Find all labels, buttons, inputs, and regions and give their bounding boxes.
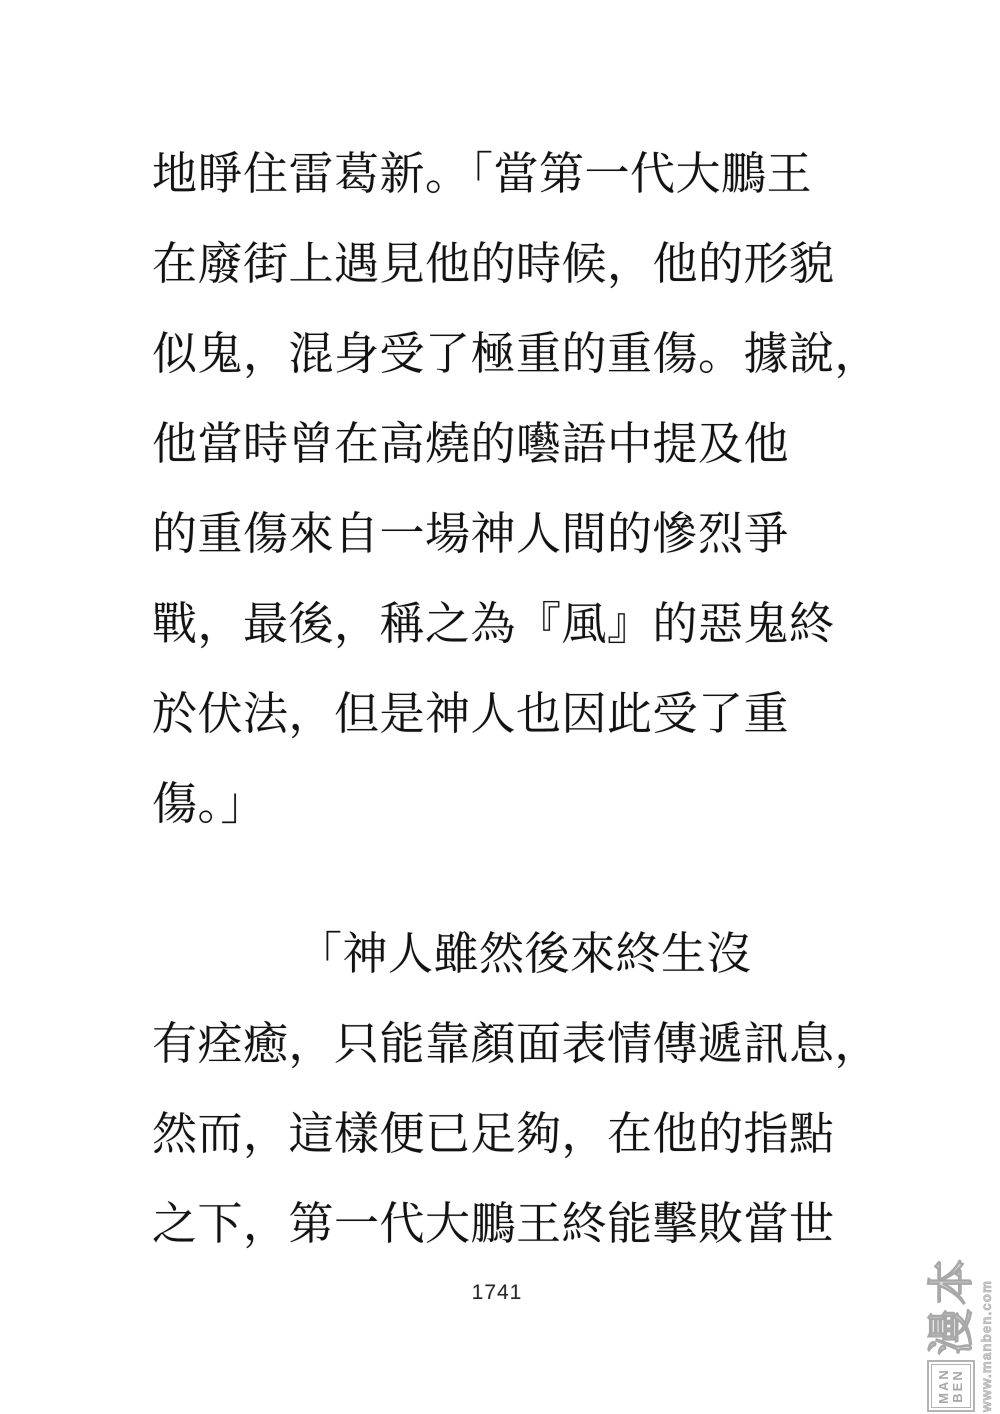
text-line: 傷。」 (152, 778, 267, 829)
text-line: 於伏法，但是神人也因此受了重 (152, 688, 790, 739)
body-text (152, 129, 892, 1269)
paragraph-1 (152, 129, 892, 849)
text-line: 然而，這樣便已足夠，在他的指點 (152, 1108, 835, 1159)
text-line: 「神人雖然後來終生沒 (297, 928, 753, 979)
text-line: 他當時曾在高燒的囈語中提及他 (152, 418, 790, 469)
text-line: 有痊癒，只能靠顏面表情傳遞訊息， (152, 1018, 881, 1069)
manben-logo-text-ben: BEN (950, 1369, 965, 1403)
manben-logo-box-inner (931, 1364, 971, 1408)
paragraph-2 (152, 909, 892, 1269)
manben-logo-text-man: MAN (935, 1368, 951, 1404)
text-line: 似鬼，混身受了極重的重傷。據說， (152, 328, 881, 379)
text-line: 戰，最後，稱之為『風』的惡鬼終 (152, 598, 835, 649)
text-line: 地睜住雷葛新。「當第一代大鵬王 (152, 148, 813, 199)
manben-logo-row (925, 1246, 977, 1412)
manben-watermark (925, 1246, 999, 1412)
text-line: 之下，第一代大鵬王終能擊敗當世 (152, 1198, 835, 1249)
page-number: 1741 (471, 1281, 523, 1304)
watermark-url: www.manben.com (979, 1279, 994, 1412)
manben-logo-box (927, 1360, 975, 1412)
manben-logo-cn: 漫本 (925, 1255, 977, 1355)
text-line: 在廢街上遇見他的時候，他的形貌 (152, 238, 835, 289)
text-line: 的重傷來自一場神人間的慘烈爭 (152, 508, 790, 559)
